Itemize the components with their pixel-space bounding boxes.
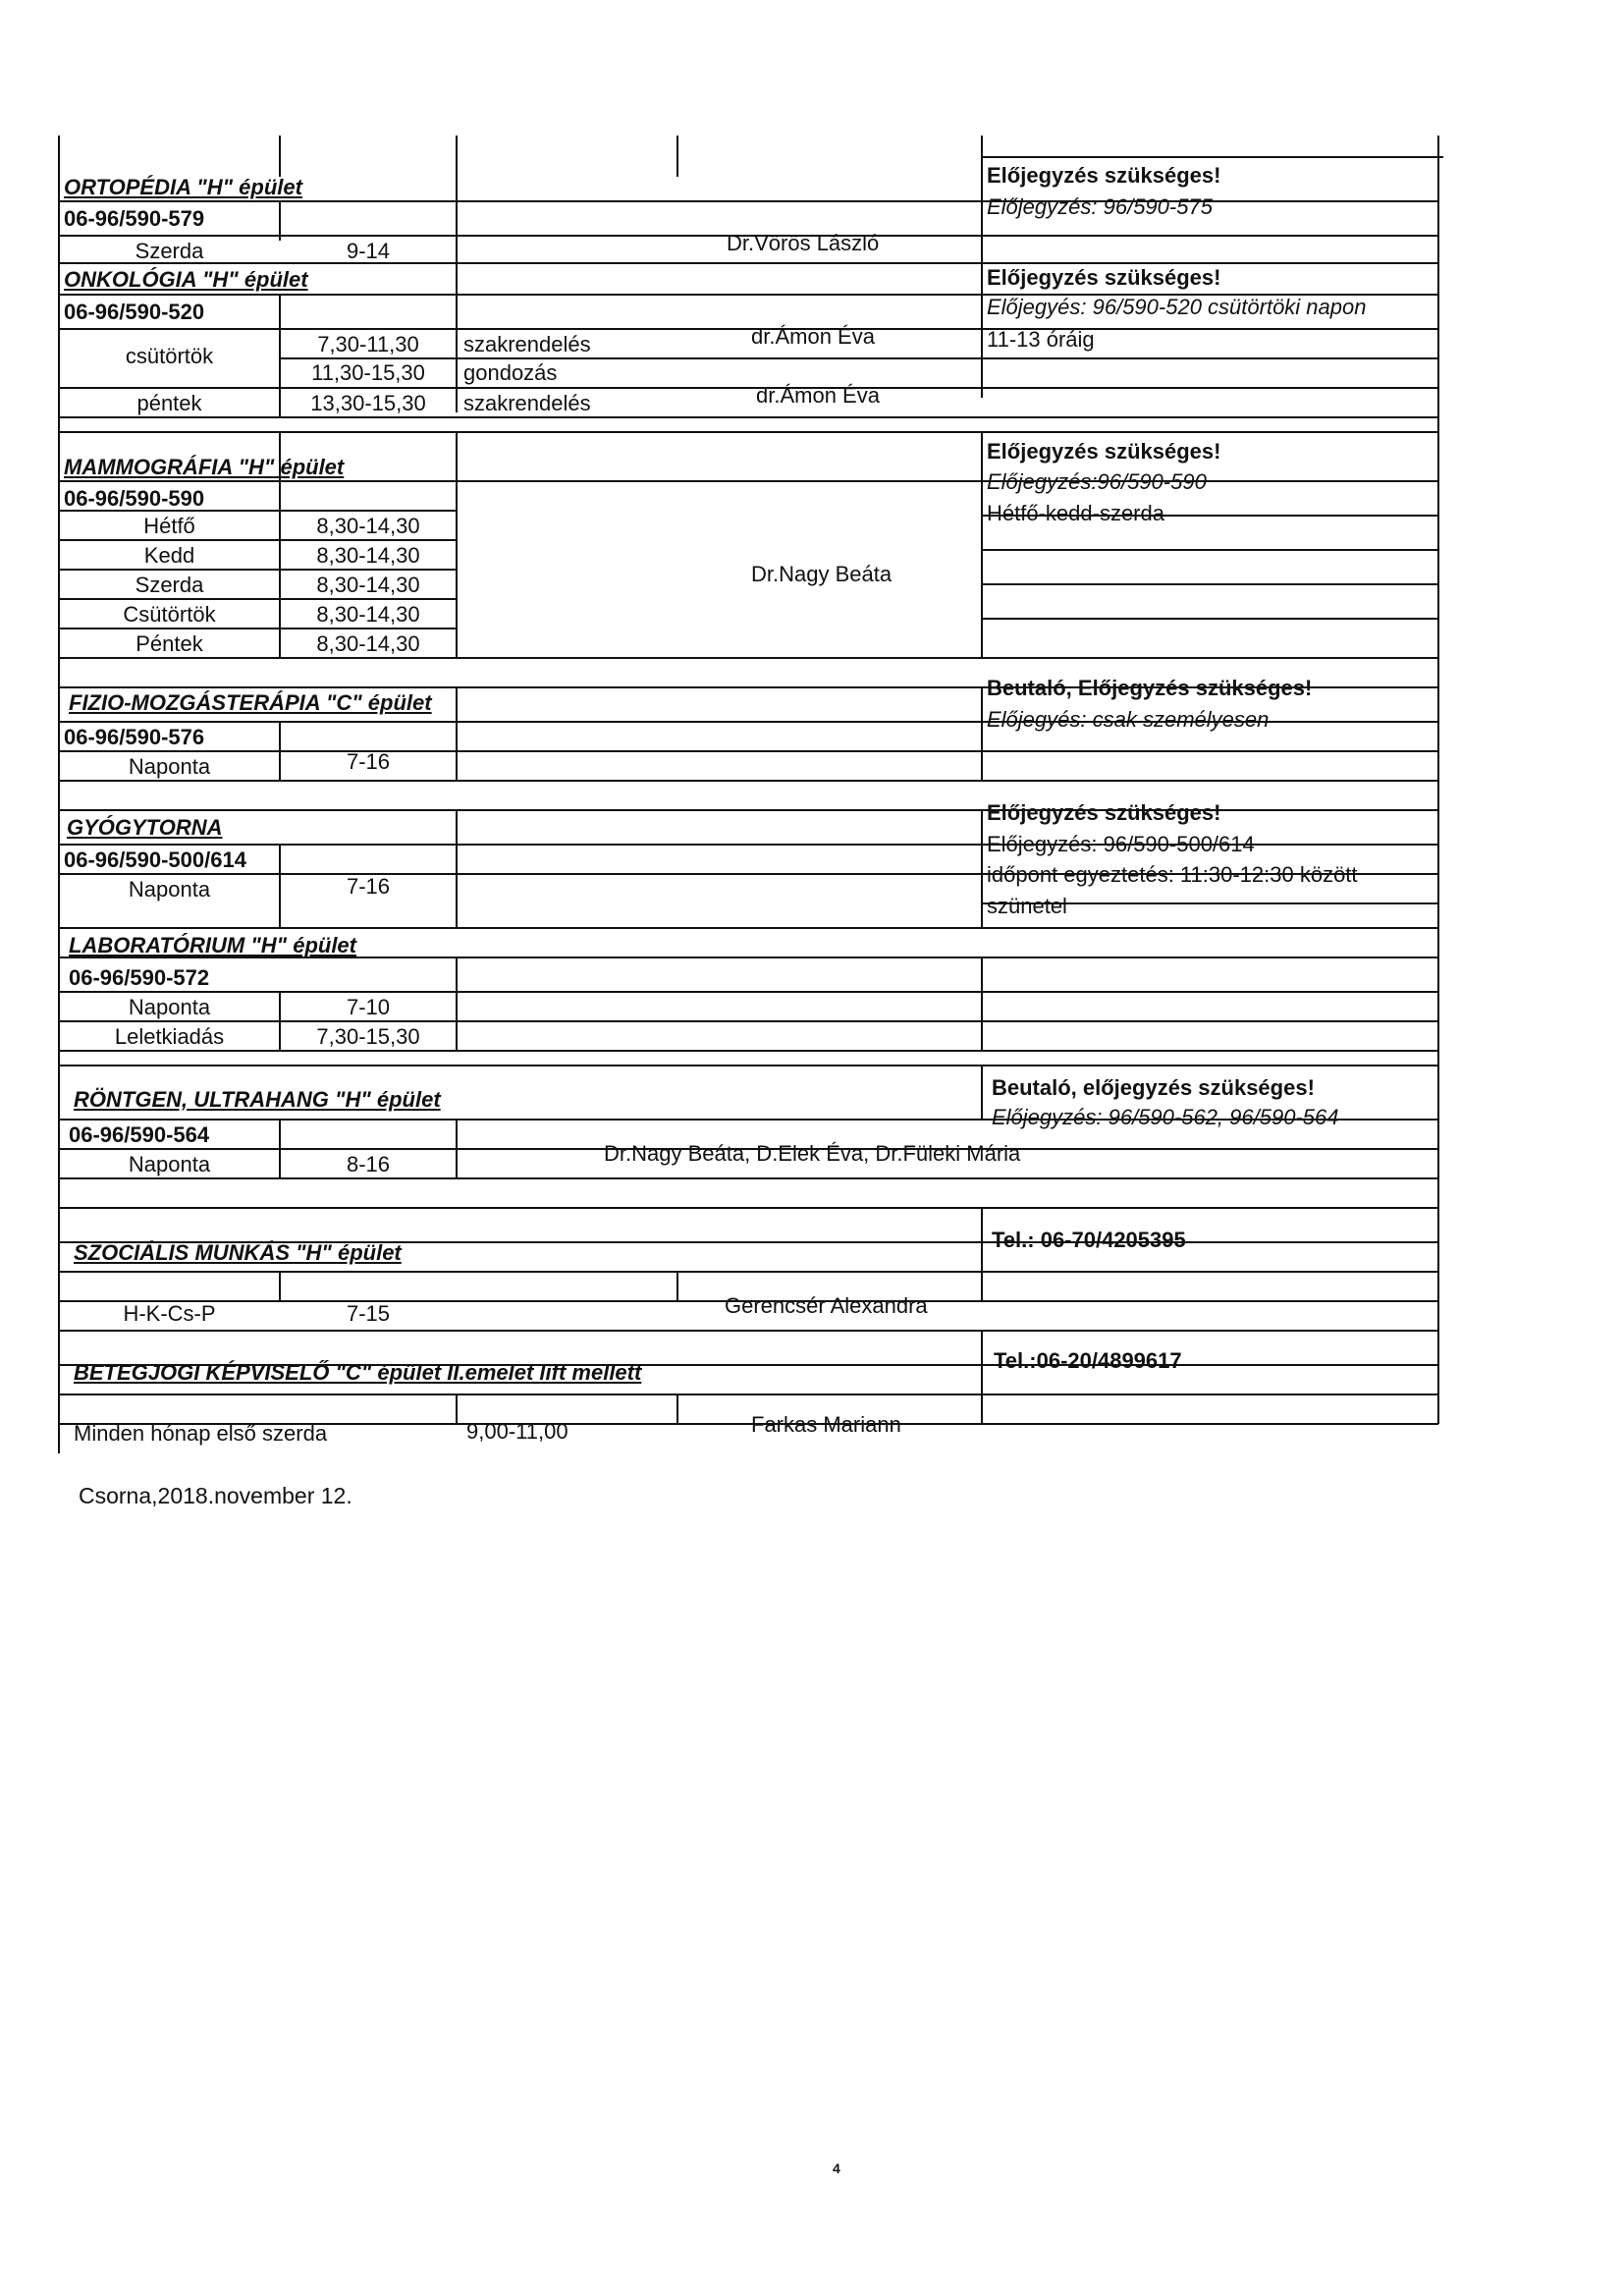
info-line: Beutaló, előjegyzés szükséges! xyxy=(992,1075,1315,1100)
row-note: szakrendelés xyxy=(463,332,591,356)
row-day: Szerda xyxy=(135,573,204,597)
row-day: péntek xyxy=(136,391,202,415)
row-doctor: Dr.Vörös László xyxy=(727,231,880,255)
row-hours: 8,30-14,30 xyxy=(316,543,420,568)
row-day: Szerda xyxy=(135,239,204,263)
section-phone-rontgen: 06-96/590-564 xyxy=(69,1122,210,1147)
info-line: Előjegyzés szükséges! xyxy=(987,439,1221,464)
info-line: Előjegyzés: 96/590-575 xyxy=(987,194,1213,219)
row-day: Naponta xyxy=(128,995,211,1019)
section-title-ortopedia: ORTOPÉDIA "H" épület xyxy=(64,175,302,199)
row-day: Leletkiadás xyxy=(114,1024,225,1049)
row-doctor: Dr.Nagy Beáta xyxy=(751,562,893,586)
row-day: H-K-Cs-P xyxy=(123,1301,216,1326)
section-phone-gyogytorna: 06-96/590-500/614 xyxy=(64,847,246,872)
section-title-rontgen: RÖNTGEN, ULTRAHANG "H" épület xyxy=(74,1087,441,1112)
row-hours: 7-15 xyxy=(346,1301,391,1326)
row-hours: 7-10 xyxy=(346,995,391,1019)
section-title-laboratorium: LABORATÓRIUM "H" épület xyxy=(69,933,356,957)
row-day: Csütörtök xyxy=(123,602,216,627)
row-doctor: dr.Ámon Éva xyxy=(751,324,875,349)
row-hours: 7,30-15,30 xyxy=(316,1024,420,1049)
section-title-fizio: FIZIO-MOZGÁSTERÁPIA "C" épület xyxy=(69,690,432,715)
page-number: 4 xyxy=(833,2160,840,2176)
row-hours: 8-16 xyxy=(346,1152,391,1176)
info-line: Előjegyés: 96/590-520 csütörtöki napon xyxy=(987,295,1367,319)
section-title-mammografia: MAMMOGRÁFIA "H" épület xyxy=(64,455,345,479)
info-line: Előjegyés: csak személyesen xyxy=(987,707,1270,732)
row-day: Péntek xyxy=(135,631,203,656)
row-hours: 8,30-14,30 xyxy=(316,514,420,538)
row-hours: 7,30-11,30 xyxy=(317,332,419,356)
section-phone-laboratorium: 06-96/590-572 xyxy=(69,965,210,990)
info-line: Tel.: 06-70/4205395 xyxy=(992,1228,1186,1252)
info-line: Előjegyzés szükséges! xyxy=(987,800,1221,825)
section-title-gyogytorna: GYÓGYTORNA xyxy=(67,815,223,840)
section-title-betegjogi: BETEGJOGI KÉPVISELŐ "C" épület II.emelet lift mellett xyxy=(74,1360,642,1385)
row-doctor: dr.Ámon Éva xyxy=(756,383,880,408)
row-hours: 9,00-11,00 xyxy=(466,1419,568,1444)
info-line: Előjegyzés: 96/590-562, 96/590-564 xyxy=(992,1105,1339,1129)
row-hours: 7-16 xyxy=(346,749,391,774)
section-title-onkologia: ONKOLÓGIA "H" épület xyxy=(64,267,308,292)
row-hours: 7-16 xyxy=(346,874,391,899)
row-day: Hétfő xyxy=(143,514,195,538)
info-line: Előjegyzés: 96/590-500/614 xyxy=(987,832,1255,856)
section-phone-fizio: 06-96/590-576 xyxy=(64,725,205,749)
row-hours: 13,30-15,30 xyxy=(310,391,426,415)
info-line: Előjegyzés szükséges! xyxy=(987,265,1221,290)
row-hours: 8,30-14,30 xyxy=(316,573,420,597)
info-line: Tel.:06-20/4899617 xyxy=(994,1348,1182,1373)
info-line: Előjegyzés szükséges! xyxy=(987,163,1221,188)
section-phone-mammografia: 06-96/590-590 xyxy=(64,486,205,511)
row-note: gondozás xyxy=(463,360,558,385)
row-day: Minden hónap első szerda xyxy=(74,1421,328,1446)
section-title-szocialis: SZOCIÁLIS MUNKÁS "H" épület xyxy=(74,1240,402,1265)
row-day: Kedd xyxy=(143,543,195,568)
row-day: csütörtök xyxy=(125,344,214,368)
info-line: 11-13 óráig xyxy=(987,327,1095,352)
info-line: Beutaló, Előjegyzés szükséges! xyxy=(987,676,1313,700)
row-hours: 11,30-15,30 xyxy=(311,360,425,385)
row-day: Naponta xyxy=(128,754,211,779)
info-line: Hétfő-kedd-szerda xyxy=(987,501,1164,525)
row-doctor: Farkas Mariann xyxy=(751,1412,901,1437)
info-line: időpont egyeztetés: 11:30-12:30 között xyxy=(987,862,1358,887)
footer-date: Csorna,2018.november 12. xyxy=(79,1483,352,1508)
row-note: szakrendelés xyxy=(463,391,591,415)
row-day: Naponta xyxy=(128,1152,211,1176)
section-phone-ortopedia: 06-96/590-579 xyxy=(64,206,205,231)
row-day: Naponta xyxy=(128,877,211,902)
row-hours: 8,30-14,30 xyxy=(316,631,420,656)
row-doctor: Gerencsér Alexandra xyxy=(725,1293,928,1318)
row-hours: 9-14 xyxy=(346,239,391,263)
row-doctor: Dr.Nagy Beáta, D.Elek Éva, Dr.Füleki Mária xyxy=(604,1141,1021,1166)
info-line: szünetel xyxy=(987,894,1067,918)
row-hours: 8,30-14,30 xyxy=(316,602,420,627)
info-line: Előjegyzés:96/590-590 xyxy=(987,469,1207,494)
section-phone-onkologia: 06-96/590-520 xyxy=(64,300,205,324)
